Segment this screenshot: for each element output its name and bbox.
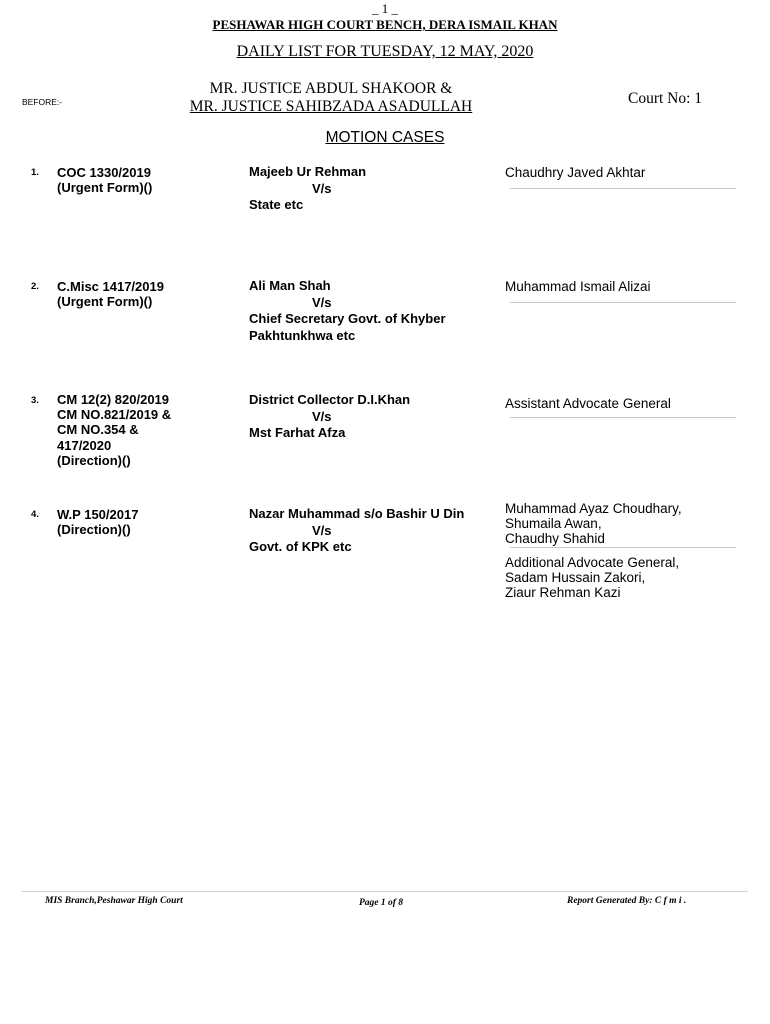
advocate-petitioner: Muhammad Ismail Alizai (505, 279, 651, 294)
versus: V/s (312, 180, 332, 196)
case-number: 4. (31, 509, 39, 520)
advocate-name: Sadam Hussain Zakori, (505, 570, 646, 585)
advocate-name: Ziaur Rehman Kazi (505, 585, 621, 600)
case-number: 3. (31, 395, 39, 406)
advocate-name: Shumaila Awan, (505, 516, 602, 531)
petitioner: Nazar Muhammad s/o Bashir U Din (249, 506, 465, 521)
case-line: (Direction)() (57, 452, 131, 468)
respondent: Chief Secretary Govt. of Khyber Pakhtunkhwa etc (249, 311, 446, 343)
advocate-petitioner-list (505, 501, 682, 546)
case-line: CM 12(2) 820/2019 (57, 392, 170, 407)
case-title (57, 165, 237, 195)
case-title (57, 507, 237, 537)
case-line: 417/2020 (57, 437, 112, 453)
parties (249, 278, 487, 344)
section-title: MOTION CASES (325, 129, 445, 146)
case-line: COC 1330/2019 (57, 165, 151, 180)
advocate-name: Chaudhy Shahid (505, 531, 605, 546)
case-number: 2. (31, 281, 39, 292)
advocate-petitioner: Assistant Advocate General (505, 396, 671, 411)
footer-left: MIS Branch,Peshawar High Court (45, 896, 183, 906)
petitioner: Majeeb Ur Rehman (249, 164, 367, 179)
judge-1: MR. JUSTICE ABDUL SHAKOOR & (209, 80, 453, 97)
advocate-petitioner: Chaudhry Javed Akhtar (505, 165, 646, 180)
advocate-name: Additional Advocate General, (505, 555, 680, 570)
advocate-respondent-list (505, 555, 679, 600)
versus: V/s (312, 522, 332, 538)
petitioner: Ali Man Shah (249, 278, 331, 293)
divider (510, 547, 736, 548)
advocate-name: Muhammad Ayaz Choudhary, (505, 501, 682, 516)
respondent: Mst Farhat Afza (249, 425, 346, 440)
footer-divider (22, 891, 748, 892)
parties (249, 392, 489, 442)
case-title (57, 279, 237, 309)
case-line: (Urgent Form)() (57, 180, 153, 196)
petitioner: District Collector D.I.Khan (249, 392, 411, 407)
versus: V/s (312, 408, 332, 424)
case-title (57, 392, 237, 468)
court-name: PESHAWAR HIGH COURT BENCH, DERA ISMAIL KHAN (212, 17, 558, 32)
case-line: CM NO.354 & (57, 422, 139, 438)
respondent: State etc (249, 197, 304, 212)
footer-page-number: Page 1 of 8 (359, 898, 404, 908)
case-number: 1. (31, 167, 39, 178)
parties (249, 506, 489, 556)
list-title: DAILY LIST FOR TUESDAY, 12 MAY, 2020 (236, 43, 534, 60)
respondent: Govt. of KPK etc (249, 539, 352, 554)
footer-right: Report Generated By: C f m i . (567, 896, 687, 906)
case-line: W.P 150/2017 (57, 507, 139, 522)
before-label: BEFORE:- (22, 97, 63, 107)
versus: V/s (312, 294, 332, 310)
case-line: (Urgent Form)() (57, 294, 153, 310)
case-line: CM NO.821/2019 & (57, 407, 172, 423)
parties (249, 164, 489, 214)
divider (510, 417, 736, 418)
case-line: (Direction)() (57, 522, 131, 538)
divider (510, 188, 736, 189)
page-marker: _ 1 _ (372, 1, 398, 16)
case-line: C.Misc 1417/2019 (57, 279, 164, 294)
court-number: Court No: 1 (628, 90, 703, 107)
divider (510, 302, 736, 303)
judge-2: MR. JUSTICE SAHIBZADA ASADULLAH (189, 98, 473, 115)
